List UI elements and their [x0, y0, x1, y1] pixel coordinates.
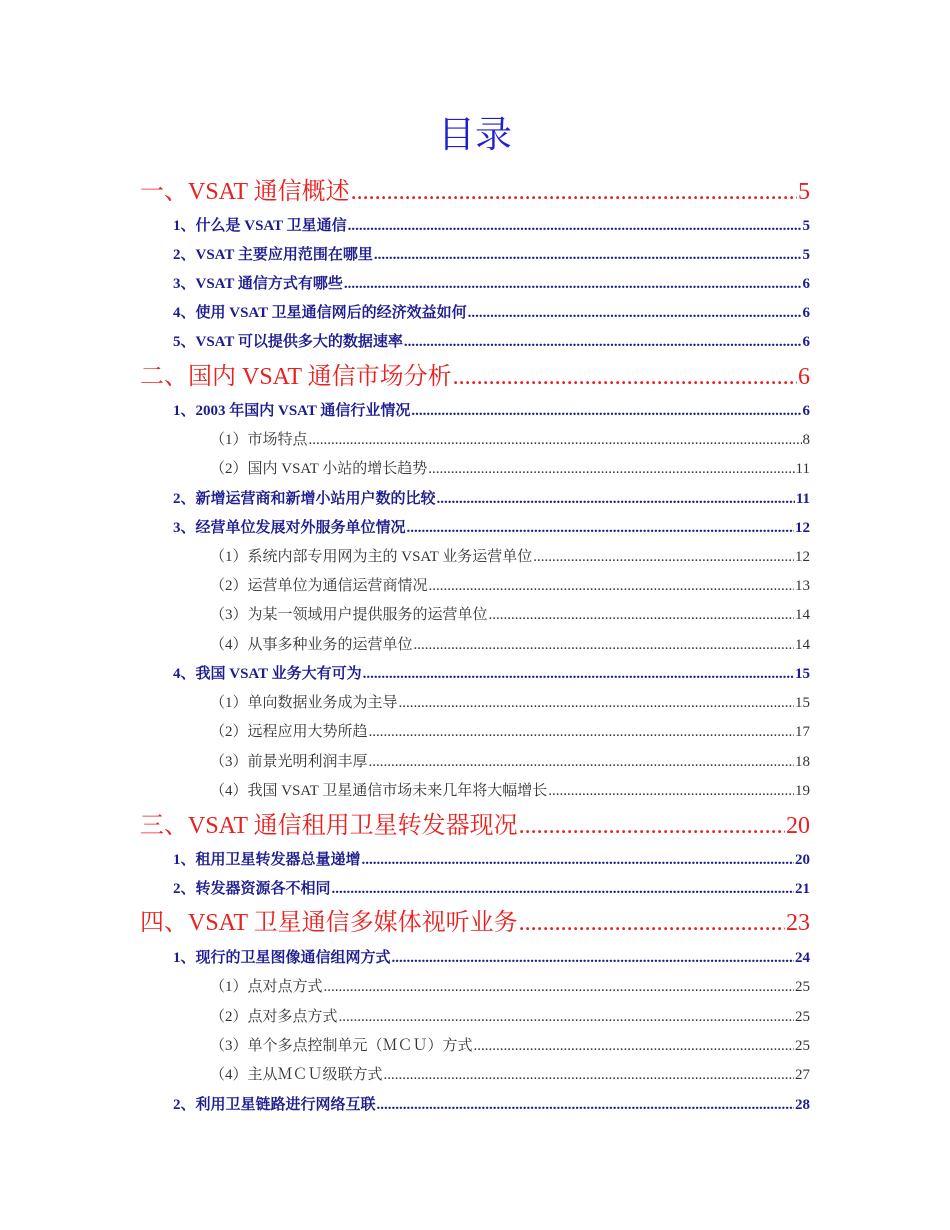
toc-entry-chapter[interactable] [140, 362, 810, 392]
toc-entry-subsection[interactable] [210, 546, 810, 568]
toc-entry-label: （1）点对点方式 [210, 979, 323, 995]
toc-entry-label: （4）主从ＭＣＵ级联方式 [210, 1067, 383, 1083]
toc-entry-section[interactable] [173, 488, 810, 510]
toc-entry-label: （4）从事多种业务的运营单位 [210, 637, 413, 653]
toc-entry-label: 二、国内 VSAT 通信市场分析 [140, 364, 452, 390]
toc-page-number: 5 [798, 179, 810, 205]
toc-page-number: 11 [795, 461, 810, 477]
toc-page-number: 25 [795, 1038, 810, 1054]
dot-leader [332, 878, 794, 900]
dot-leader [489, 604, 794, 626]
toc-entry-label: （1）系统内部专用网为主的 VSAT 业务运营单位 [210, 549, 533, 565]
toc-page-number: 21 [795, 881, 810, 897]
toc-entry-label: 2、利用卫星链路进行网络互联 [173, 1097, 376, 1113]
toc-entry-label: （3）为某一领域用户提供服务的运营单位 [210, 607, 488, 623]
toc-title: 目录 [438, 115, 512, 156]
dot-leader [453, 362, 797, 392]
toc-page-number: 6 [802, 276, 810, 292]
toc-page-number: 5 [802, 247, 810, 263]
dot-leader [309, 429, 802, 451]
toc-page-number: 18 [795, 754, 810, 770]
toc-entry-section[interactable] [173, 517, 810, 539]
toc-entry-section[interactable] [173, 849, 810, 871]
dot-leader [348, 215, 802, 237]
dot-leader [414, 634, 794, 656]
toc-entry-label: （3）单个多点控制单元（ＭＣＵ）方式 [210, 1038, 473, 1054]
toc-page-number: 11 [795, 491, 810, 507]
dot-leader [374, 244, 802, 266]
dot-leader [428, 458, 794, 480]
toc-entry-label: 四、VSAT 卫星通信多媒体视听业务 [140, 910, 518, 936]
toc-entry-section[interactable] [173, 215, 810, 237]
dot-leader [519, 908, 785, 938]
dot-leader [519, 811, 785, 841]
toc-page-number: 6 [802, 403, 810, 419]
toc-entry-subsection[interactable] [210, 458, 810, 480]
toc-page-number: 15 [795, 695, 810, 711]
toc-entry-label: 2、新增运营商和新增小站用户数的比较 [173, 491, 436, 507]
dot-leader [369, 751, 794, 773]
toc-entry-section[interactable] [173, 400, 810, 422]
toc-entry-label: 2、转发器资源各不相同 [173, 881, 331, 897]
toc-page-number: 20 [786, 813, 810, 839]
toc-entry-chapter[interactable] [140, 908, 810, 938]
toc-entry-label: 一、VSAT 通信概述 [140, 179, 350, 205]
toc-page-number: 8 [802, 432, 810, 448]
toc-entry-subsection[interactable] [210, 634, 810, 656]
toc-entry-label: 1、什么是 VSAT 卫星通信 [173, 218, 347, 234]
toc-entry-label: 3、VSAT 通信方式有哪些 [173, 276, 343, 292]
toc-entry-subsection[interactable] [210, 1035, 810, 1057]
toc-page-number: 14 [795, 637, 810, 653]
toc-page-number: 15 [795, 666, 810, 682]
toc-entry-label: （2）国内 VSAT 小站的增长趋势 [210, 461, 428, 477]
dot-leader [369, 721, 794, 743]
toc-entry-label: （2）运营单位为通信运营商情况 [210, 578, 428, 594]
toc-entry-label: （1）市场特点 [210, 432, 308, 448]
dot-leader [411, 400, 801, 422]
dot-leader [363, 663, 794, 685]
dot-leader [399, 692, 794, 714]
toc-entry-label: 1、现行的卫星图像通信组网方式 [173, 950, 391, 966]
toc-entry-section[interactable] [173, 947, 810, 969]
dot-leader [339, 1006, 794, 1028]
toc-entry-subsection[interactable] [210, 780, 810, 802]
toc-page-number: 23 [786, 910, 810, 936]
toc-page-number: 12 [795, 520, 810, 536]
toc-entry-label: 4、我国 VSAT 业务大有可为 [173, 666, 362, 682]
dot-leader [351, 177, 797, 207]
toc-page-number: 20 [795, 852, 810, 868]
dot-leader [468, 302, 802, 324]
toc-entry-section[interactable] [173, 302, 810, 324]
toc-page-number: 25 [795, 979, 810, 995]
toc-entry-subsection[interactable] [210, 429, 810, 451]
dot-leader [392, 947, 794, 969]
dot-leader [404, 331, 802, 353]
toc-page-number: 6 [802, 305, 810, 321]
toc-entry-section[interactable] [173, 273, 810, 295]
dot-leader [407, 517, 794, 539]
toc-entry-label: （2）点对多点方式 [210, 1009, 338, 1025]
dot-leader [548, 780, 794, 802]
toc-page-number: 12 [795, 549, 810, 565]
toc-entry-subsection[interactable] [210, 751, 810, 773]
toc-page-number: 24 [795, 950, 810, 966]
toc-page-number: 25 [795, 1009, 810, 1025]
dot-leader [474, 1035, 794, 1057]
dot-leader [384, 1064, 794, 1086]
dot-leader [344, 273, 802, 295]
toc-entry-chapter[interactable] [140, 177, 810, 207]
toc-entry-subsection[interactable] [210, 976, 810, 998]
toc-entry-subsection[interactable] [210, 575, 810, 597]
toc-page-number: 19 [795, 783, 810, 799]
toc-entry-label: 3、经营单位发展对外服务单位情况 [173, 520, 406, 536]
dot-leader [377, 1094, 794, 1116]
toc-page-number: 28 [795, 1097, 810, 1113]
toc-entry-subsection[interactable] [210, 604, 810, 626]
dot-leader [362, 849, 794, 871]
toc-entry-section[interactable] [173, 1094, 810, 1116]
toc-entry-subsection[interactable] [210, 1064, 810, 1086]
dot-leader [429, 575, 794, 597]
toc-entry-section[interactable] [173, 244, 810, 266]
toc-entry-section[interactable] [173, 331, 810, 353]
toc-page-number: 6 [802, 334, 810, 350]
toc-entry-label: 1、租用卫星转发器总量递增 [173, 852, 361, 868]
toc-page-number: 13 [795, 578, 810, 594]
toc-entry-label: （4）我国 VSAT 卫星通信市场未来几年将大幅增长 [210, 783, 548, 799]
toc-entry-subsection[interactable] [210, 692, 810, 714]
toc-page-number: 5 [802, 218, 810, 234]
toc-entry-chapter[interactable] [140, 811, 810, 841]
toc-entry-label: 2、VSAT 主要应用范围在哪里 [173, 247, 373, 263]
toc-entry-label: （3）前景光明利润丰厚 [210, 754, 368, 770]
toc-entry-label: 5、VSAT 可以提供多大的数据速率 [173, 334, 403, 350]
toc-entry-label: 4、使用 VSAT 卫星通信网后的经济效益如何 [173, 305, 467, 321]
dot-leader [437, 488, 795, 510]
toc-entry-label: 三、VSAT 通信租用卫星转发器现况 [140, 813, 518, 839]
toc-entry-label: （1）单向数据业务成为主导 [210, 695, 398, 711]
toc-page-number: 14 [795, 607, 810, 623]
dot-leader [533, 546, 794, 568]
toc-page-number: 6 [798, 364, 810, 390]
toc-entry-label: （2）远程应用大势所趋 [210, 724, 368, 740]
dot-leader [324, 976, 794, 998]
toc-page-number: 27 [795, 1067, 810, 1083]
toc-page-number: 17 [795, 724, 810, 740]
toc-entry-section[interactable] [173, 878, 810, 900]
toc-entry-section[interactable] [173, 663, 810, 685]
toc-entry-subsection[interactable] [210, 1006, 810, 1028]
toc-entry-subsection[interactable] [210, 721, 810, 743]
toc-entry-label: 1、2003 年国内 VSAT 通信行业情况 [173, 403, 411, 419]
